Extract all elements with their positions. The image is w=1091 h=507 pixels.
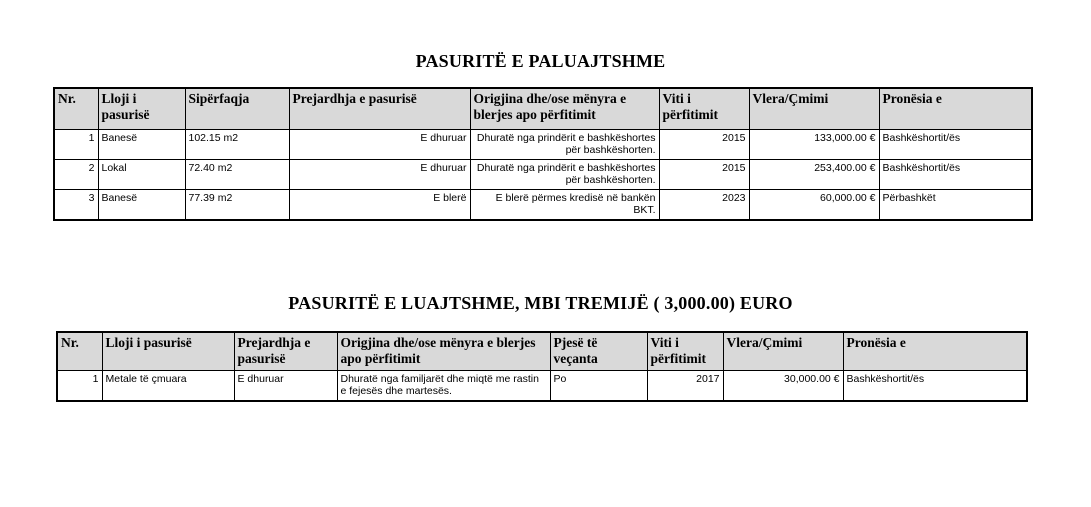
cell-provenance: E dhuruar bbox=[289, 160, 470, 190]
header-origin: Origjina dhe/ose mënyra e blerjes apo përfitimit bbox=[470, 88, 659, 130]
table-row bbox=[54, 130, 1032, 160]
cell-value: 30,000.00 € bbox=[723, 371, 843, 402]
cell-value: 253,400.00 € bbox=[749, 160, 879, 190]
header-type: Lloji i pasurisë bbox=[102, 332, 234, 371]
header-origin: Origjina dhe/ose mënyra e blerjes apo përfitimit bbox=[337, 332, 550, 371]
cell-origin: E blerë përmes kredisë në bankën BKT. bbox=[470, 190, 659, 221]
cell-type: Banesë bbox=[98, 190, 185, 221]
cell-type: Metale të çmuara bbox=[102, 371, 234, 402]
cell-ownership: Përbashkët bbox=[879, 190, 1032, 221]
cell-area: 72.40 m2 bbox=[185, 160, 289, 190]
cell-value: 60,000.00 € bbox=[749, 190, 879, 221]
header-year: Viti i përfitimit bbox=[659, 88, 749, 130]
header-ownership: Pronësia e bbox=[843, 332, 1027, 371]
section-title-immovable: PASURITË E PALUAJTSHME bbox=[415, 51, 666, 71]
header-value: Vlera/Çmimi bbox=[723, 332, 843, 371]
cell-type: Lokal bbox=[98, 160, 185, 190]
cell-year: 2015 bbox=[659, 130, 749, 160]
cell-nr: 1 bbox=[54, 130, 98, 160]
cell-nr: 2 bbox=[54, 160, 98, 190]
header-provenance: Prejardhja e pasurisë bbox=[289, 88, 470, 130]
header-provenance: Prejardhja e pasurisë bbox=[234, 332, 337, 371]
table-row bbox=[57, 371, 1027, 402]
section-title-movable: PASURITË E LUAJTSHME, MBI TREMIJË ( 3,000.00) EURO bbox=[288, 293, 793, 313]
header-special-parts: Pjesë të veçanta bbox=[550, 332, 647, 371]
header-type: Lloji i pasurisë bbox=[98, 88, 185, 130]
cell-nr: 3 bbox=[54, 190, 98, 221]
movable-assets-table bbox=[56, 331, 1028, 402]
cell-origin: Dhuratë nga familjarët dhe miqtë me rastin e fejesës dhe martesës. bbox=[337, 371, 550, 402]
table-row bbox=[54, 160, 1032, 190]
cell-origin: Dhuratë nga prindërit e bashkëshortes për bashkëshorten. bbox=[470, 160, 659, 190]
header-ownership: Pronësia e bbox=[879, 88, 1032, 130]
header-area: Sipërfaqja bbox=[185, 88, 289, 130]
cell-value: 133,000.00 € bbox=[749, 130, 879, 160]
cell-nr: 1 bbox=[57, 371, 102, 402]
cell-provenance: E blerë bbox=[289, 190, 470, 221]
cell-provenance: E dhuruar bbox=[234, 371, 337, 402]
cell-ownership: Bashkëshortit/ës bbox=[879, 130, 1032, 160]
cell-area: 102.15 m2 bbox=[185, 130, 289, 160]
header-year: Viti i përfitimit bbox=[647, 332, 723, 371]
cell-provenance: E dhuruar bbox=[289, 130, 470, 160]
cell-year: 2017 bbox=[647, 371, 723, 402]
header-nr: Nr. bbox=[54, 88, 98, 130]
table-header-row bbox=[57, 332, 1027, 371]
cell-ownership: Bashkëshortit/ës bbox=[843, 371, 1027, 402]
table-row bbox=[54, 190, 1032, 221]
cell-area: 77.39 m2 bbox=[185, 190, 289, 221]
cell-year: 2015 bbox=[659, 160, 749, 190]
cell-origin: Dhuratë nga prindërit e bashkëshortes për bashkëshorten. bbox=[470, 130, 659, 160]
cell-special-parts: Po bbox=[550, 371, 647, 402]
cell-ownership: Bashkëshortit/ës bbox=[879, 160, 1032, 190]
cell-year: 2023 bbox=[659, 190, 749, 221]
cell-type: Banesë bbox=[98, 130, 185, 160]
immovable-assets-table bbox=[53, 87, 1033, 221]
header-value: Vlera/Çmimi bbox=[749, 88, 879, 130]
header-nr: Nr. bbox=[57, 332, 102, 371]
table-header-row bbox=[54, 88, 1032, 130]
